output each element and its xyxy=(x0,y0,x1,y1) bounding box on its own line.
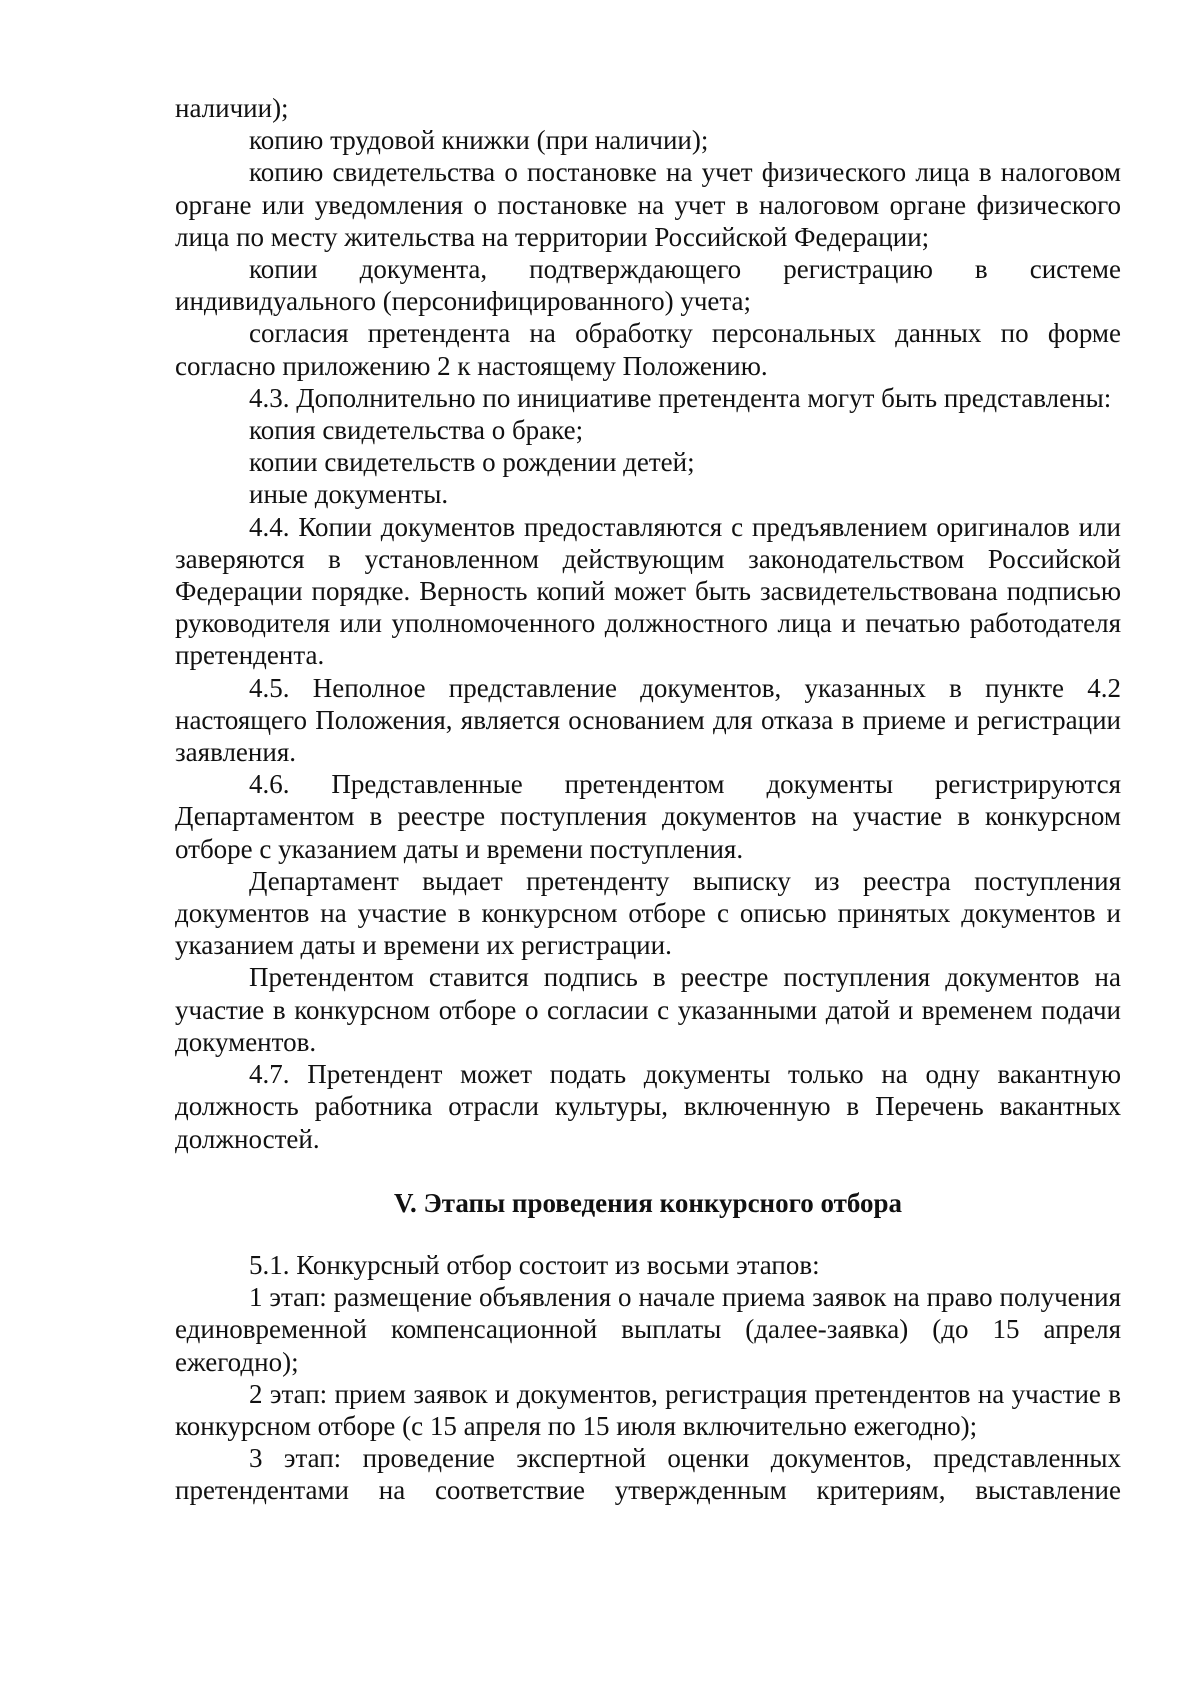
paragraph: иные документы. xyxy=(249,479,449,510)
paragraph: 4.4. Копии документов предоставляются с предъявлением оригиналов или заверяются в установленном действующим законодательством Российской Федерации порядке. Верность копий может быть засвидетельствована подписью руководителя или уполномоченного должностного лица и печатью работодателя претендента. xyxy=(175,511,1121,671)
paragraph: копия свидетельства о браке; xyxy=(249,415,584,446)
paragraph: Департамент выдает претенденту выписку из реестра поступления документов на участие в конкурсном отборе с описью принятых документов и указанием даты и времени их регистрации. xyxy=(175,865,1121,961)
paragraph: наличии); xyxy=(175,93,289,123)
document-page xyxy=(175,92,1121,1507)
paragraph: копии документа, подтверждающего регистрацию в системе индивидуального (персонифицированного) учета; xyxy=(175,254,1121,317)
paragraph: копию свидетельства о постановке на учет физического лица в налоговом органе или уведомления о постановке на учет в налоговом органе физического лица по месту жительства на территории Российской Федерации; xyxy=(175,157,1121,252)
paragraph: 4.6. Представленные претендентом документы регистрируются Департаментом в реестре поступления документов на участие в конкурсном отборе с указанием даты и времени поступления. xyxy=(175,769,1121,864)
section-heading: V. Этапы проведения конкурсного отбора xyxy=(393,1187,903,1218)
paragraph: 4.3. Дополнительно по инициативе претендента могут быть представлены: xyxy=(249,382,1112,413)
paragraph: копию трудовой книжки (при наличии); xyxy=(249,125,709,156)
paragraph: копии свидетельств о рождении детей; xyxy=(249,447,695,478)
paragraph: 4.7. Претендент может подать документы только на одну вакантную должность работника отрасли культуры, включенную в Перечень вакантных должностей. xyxy=(175,1059,1121,1154)
paragraph: 1 этап: размещение объявления о начале приема заявок на право получения единовременной компенсационной выплаты (далее-заявка) (до 15 апреля ежегодно); xyxy=(175,1282,1121,1377)
paragraph: согласия претендента на обработку персональных данных по форме согласно приложению 2 к настоящему Положению. xyxy=(175,318,1121,381)
paragraph: Претендентом ставится подпись в реестре поступления документов на участие в конкурсном отборе о согласии с указанными датой и временем подачи документов. xyxy=(175,962,1121,1057)
paragraph: 3 этап: проведение экспертной оценки документов, представленных претендентами на соответствие утвержденным критериям, выставление xyxy=(175,1443,1121,1506)
paragraph: 4.5. Неполное представление документов, указанных в пункте 4.2 настоящего Положения, является основанием для отказа в приеме и регистрации заявления. xyxy=(175,672,1121,768)
paragraph: 5.1. Конкурсный отбор состоит из восьми этапов: xyxy=(249,1249,820,1280)
paragraph: 2 этап: прием заявок и документов, регистрация претендентов на участие в конкурсном отборе (с 15 апреля по 15 июля включительно ежегодно); xyxy=(175,1378,1121,1441)
